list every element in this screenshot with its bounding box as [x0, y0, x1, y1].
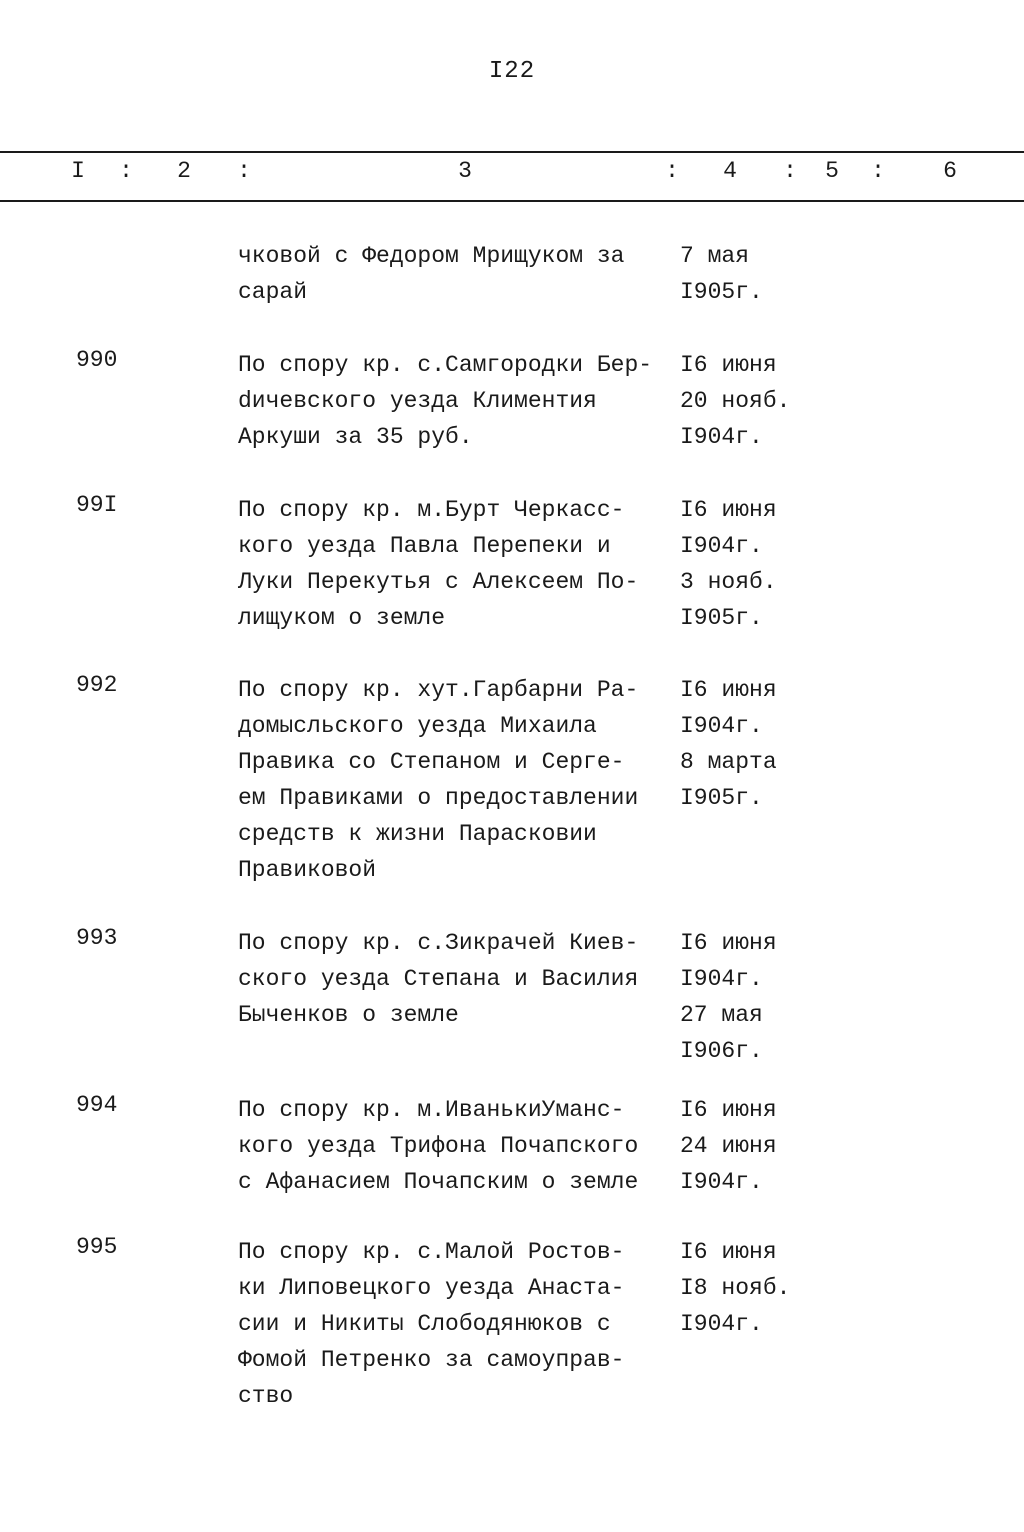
entry-description: По спору кр. с.Самгородки Бер- dичевского уезда Климентия Аркуши за 35 руб. [238, 352, 653, 450]
column-header-3: 3 [458, 158, 472, 184]
column-header-4: 4 [723, 158, 737, 184]
entry-dates: I6 июня I904г. 27 мая I906г. [680, 930, 777, 1064]
column-header-5: 5 [825, 158, 839, 184]
entry-number: 994 [76, 1092, 118, 1118]
column-separator: : [237, 158, 251, 184]
entry-number: 99I [76, 492, 118, 518]
header-rule-bottom [0, 200, 1024, 202]
entry-description: По спору кр. м.Бурт Черкасс- кого уезда Павла Перепеки и Луки Перекутья с Алексеем По- лищуком о земле [238, 497, 639, 631]
column-separator: : [119, 158, 133, 184]
entry-dates: 7 мая I905г. [680, 243, 763, 305]
entry-dates: I6 июня I8 нояб. I904г. [680, 1239, 791, 1337]
entry-number: 995 [76, 1234, 118, 1260]
entry-description: По спору кр. с.Зикрачей Киев- ского уезда Степана и Василия Быченков о земле [238, 930, 639, 1028]
entry-dates: I6 июня 24 июня I904г. [680, 1097, 777, 1195]
entry-dates: I6 июня I904г. 3 нояб. I905г. [680, 497, 777, 631]
entry-number: 992 [76, 672, 118, 698]
entry-description: По спору кр. хут.Гарбарни Ра- домысльского уезда Михаила Правика со Степаном и Серге- ем Правиками о предоставлении средств к жизни Парасковии Правиковой [238, 677, 639, 883]
entry-description: По спору кр. м.ИванькиУманс- кого уезда Трифона Почапского с Афанасием Почапским о земле [238, 1097, 639, 1195]
column-separator: : [665, 158, 679, 184]
entry-dates: I6 июня I904г. 8 марта I905г. [680, 677, 777, 811]
entry-dates: I6 июня 20 нояб. I904г. [680, 352, 791, 450]
column-header-6: 6 [943, 158, 957, 184]
column-separator: : [783, 158, 797, 184]
entry-description: По спору кр. с.Малой Ростов- ки Липовецкого уезда Анаста- сии и Никиты Слободянюков с Фомой Петренко за самоуправ- ство [238, 1239, 625, 1409]
entry-number: 993 [76, 925, 118, 951]
header-rule-top [0, 151, 1024, 153]
column-header-1: I [71, 158, 85, 184]
entry-description: чковой с Федором Мрищуком за сарай [238, 243, 625, 305]
column-header-2: 2 [177, 158, 191, 184]
column-separator: : [871, 158, 885, 184]
page-number: I22 [488, 58, 536, 85]
entry-number: 990 [76, 347, 118, 373]
